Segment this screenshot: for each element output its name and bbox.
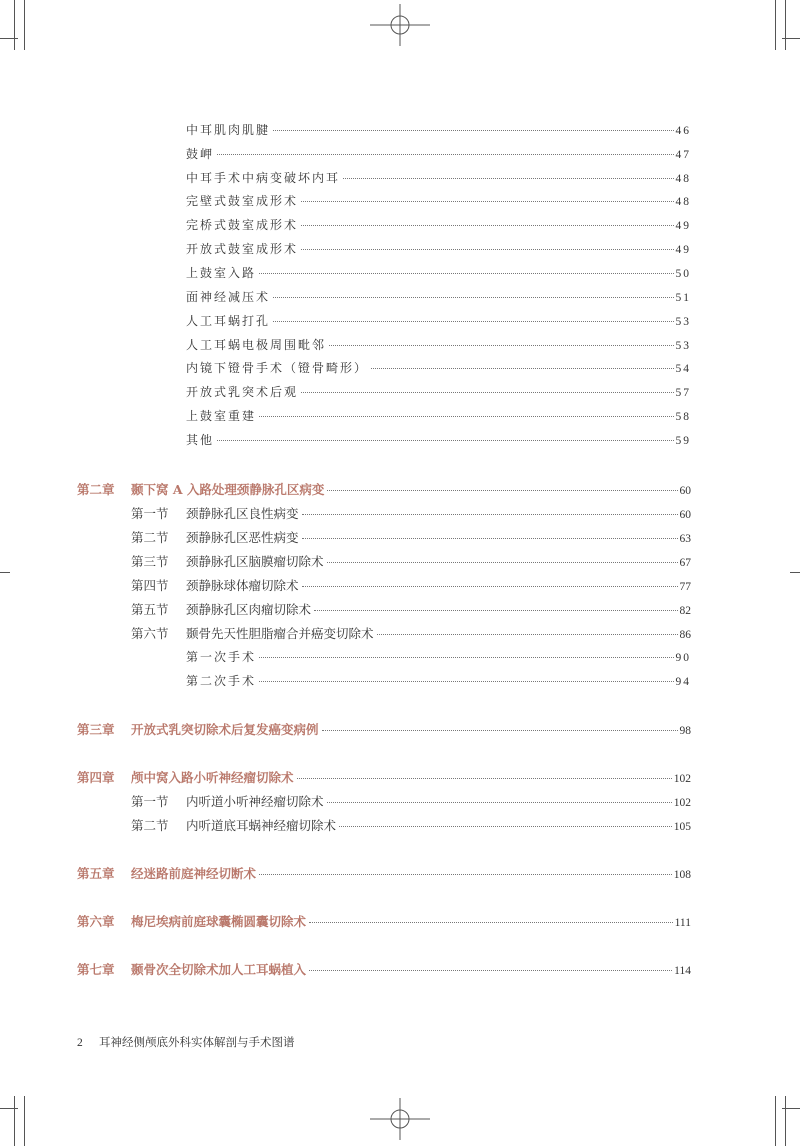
entry-title: 上鼓室入路 — [186, 266, 257, 280]
entry-page: 51 — [675, 292, 691, 304]
registration-mark-bottom-icon — [370, 1098, 430, 1140]
toc-section[interactable] — [131, 792, 691, 810]
dot-leader — [302, 586, 678, 587]
section-title: 颈静脉孔区脑膜瘤切除术 — [186, 554, 324, 569]
toc-section[interactable] — [131, 624, 691, 642]
section-title: 颈静脉孔区良性病变 — [186, 506, 299, 521]
entry-title: 开放式乳突术后观 — [186, 385, 299, 399]
dot-leader — [301, 201, 673, 202]
section-page: 102 — [673, 797, 691, 809]
toc-section[interactable] — [131, 552, 691, 570]
toc-chapter-2[interactable] — [77, 480, 691, 498]
section-page: 60 — [679, 509, 691, 521]
entry-title: 中耳手术中病变破坏内耳 — [186, 171, 341, 185]
dot-leader — [301, 249, 673, 250]
dot-leader — [339, 826, 672, 827]
dot-leader — [329, 345, 673, 346]
chapter-number: 第六章 — [77, 914, 115, 929]
chapter-title: 颞骨次全切除术加人工耳蜗植入 — [131, 962, 307, 977]
dot-leader — [327, 802, 672, 803]
section-title: 颈静脉孔区恶性病变 — [186, 530, 299, 545]
dot-leader — [273, 297, 673, 298]
page-footer — [77, 1034, 295, 1050]
section-number: 第四节 — [131, 578, 169, 593]
entry-page: 54 — [675, 363, 691, 375]
dot-leader — [217, 154, 673, 155]
toc-entry[interactable] — [186, 431, 691, 448]
toc-entry[interactable] — [186, 312, 691, 329]
dot-leader — [314, 610, 677, 611]
chapter-title: 开放式乳突切除术后复发癌变病例 — [131, 722, 319, 737]
toc-entry[interactable] — [186, 359, 691, 376]
toc-entry[interactable] — [186, 216, 691, 233]
entry-page: 58 — [675, 411, 691, 423]
dot-leader — [302, 538, 678, 539]
section-title: 颈静脉球体瘤切除术 — [186, 578, 299, 593]
toc-entry[interactable] — [186, 145, 691, 162]
chapter-number: 第三章 — [77, 722, 115, 737]
chapter-page: 60 — [679, 485, 691, 497]
entry-title: 上鼓室重建 — [186, 409, 257, 423]
toc-entry[interactable] — [186, 407, 691, 424]
entry-page: 90 — [675, 652, 691, 664]
toc-chapter-7[interactable] — [77, 960, 691, 978]
dot-leader — [297, 778, 672, 779]
dot-leader — [309, 922, 673, 923]
entry-page: 57 — [675, 387, 691, 399]
section-page: 67 — [679, 557, 691, 569]
entry-title: 人工耳蜗打孔 — [186, 314, 271, 328]
chapter-number: 第二章 — [77, 482, 115, 497]
entry-title: 内镜下镫骨手术（镫骨畸形） — [186, 361, 369, 375]
footer-page-number: 2 — [77, 1037, 83, 1049]
toc-chapter-5[interactable] — [77, 864, 691, 882]
entry-page: 48 — [675, 196, 691, 208]
chapter-title: 经迷路前庭神经切断术 — [131, 866, 257, 881]
chapter-number: 第四章 — [77, 770, 115, 785]
dot-leader — [301, 392, 673, 393]
entry-page: 53 — [675, 340, 691, 352]
toc-entry[interactable] — [186, 121, 691, 138]
chapter-page: 102 — [673, 773, 691, 785]
dot-leader — [259, 273, 673, 274]
section-page: 82 — [679, 605, 691, 617]
toc-chapter-4[interactable] — [77, 768, 691, 786]
section-page: 77 — [679, 581, 691, 593]
toc-section[interactable] — [131, 528, 691, 546]
chapter-title: 梅尼埃病前庭球囊椭圆囊切除术 — [131, 914, 307, 929]
toc-entry[interactable] — [186, 240, 691, 257]
chapter-page: 98 — [679, 725, 691, 737]
dot-leader — [343, 178, 673, 179]
dot-leader — [273, 321, 673, 322]
entry-title: 第一次手术 — [186, 650, 257, 664]
dot-leader — [259, 874, 672, 875]
dot-leader — [377, 634, 678, 635]
chapter-title: 颞下窝 A 入路处理颈静脉孔区病变 — [131, 482, 325, 497]
entry-page: 59 — [675, 435, 691, 447]
section-number: 第六节 — [131, 626, 169, 641]
entry-title: 完壁式鼓室成形术 — [186, 194, 299, 208]
toc-chapter-3[interactable] — [77, 720, 691, 738]
dot-leader — [259, 416, 673, 417]
entry-title: 人工耳蜗电极周围毗邻 — [186, 338, 327, 352]
dot-leader — [327, 562, 678, 563]
entry-page: 94 — [675, 676, 691, 688]
toc-entry[interactable] — [186, 648, 691, 665]
toc-entry[interactable] — [186, 383, 691, 400]
chapter-page: 108 — [673, 869, 691, 881]
entry-title: 开放式鼓室成形术 — [186, 242, 299, 256]
chapter-page: 114 — [674, 965, 691, 977]
entry-title: 完桥式鼓室成形术 — [186, 218, 299, 232]
section-number: 第二节 — [131, 818, 169, 833]
toc-section[interactable] — [131, 504, 691, 522]
toc-entry[interactable] — [186, 264, 691, 281]
toc-entry[interactable] — [186, 169, 691, 186]
toc-entry[interactable] — [186, 192, 691, 209]
dot-leader — [371, 368, 673, 369]
entry-title: 中耳肌肉肌腱 — [186, 123, 271, 137]
footer-book-title: 耳神经侧颅底外科实体解剖与手术图谱 — [99, 1035, 295, 1049]
dot-leader — [259, 681, 673, 682]
dot-leader — [217, 440, 673, 441]
toc-chapter-6[interactable] — [77, 912, 691, 930]
section-number: 第二节 — [131, 530, 169, 545]
section-number: 第三节 — [131, 554, 169, 569]
entry-title: 鼓岬 — [186, 147, 215, 161]
entry-page: 48 — [675, 173, 691, 185]
dot-leader — [322, 730, 678, 731]
entry-page: 46 — [675, 125, 691, 137]
chapter-number: 第五章 — [77, 866, 115, 881]
section-number: 第五节 — [131, 602, 169, 617]
dot-leader — [273, 130, 673, 131]
section-title: 内听道底耳蜗神经瘤切除术 — [186, 818, 337, 833]
dot-leader — [301, 225, 673, 226]
section-page: 86 — [679, 629, 691, 641]
toc-entry[interactable] — [186, 288, 691, 305]
dot-leader — [327, 490, 677, 491]
section-title: 颈静脉孔区肉瘤切除术 — [186, 602, 312, 617]
registration-mark-top-icon — [370, 4, 430, 46]
toc-entry[interactable] — [186, 672, 691, 689]
section-page: 105 — [673, 821, 691, 833]
entry-page: 53 — [675, 316, 691, 328]
entry-page: 47 — [675, 149, 691, 161]
section-number: 第一节 — [131, 506, 169, 521]
entry-page: 50 — [675, 268, 691, 280]
section-title: 内听道小听神经瘤切除术 — [186, 794, 324, 809]
entry-title: 第二次手术 — [186, 674, 257, 688]
chapter-title: 颅中窝入路小听神经瘤切除术 — [131, 770, 294, 785]
toc-entry[interactable] — [186, 336, 691, 353]
toc-section[interactable] — [131, 600, 691, 618]
entry-page: 49 — [675, 244, 691, 256]
dot-leader — [302, 514, 678, 515]
section-page: 63 — [679, 533, 691, 545]
entry-title: 面神经减压术 — [186, 290, 271, 304]
chapter-number: 第七章 — [77, 962, 115, 977]
section-title: 颞骨先天性胆脂瘤合并癌变切除术 — [186, 626, 374, 641]
entry-title: 其他 — [186, 433, 215, 447]
dot-leader — [309, 970, 672, 971]
entry-page: 49 — [675, 220, 691, 232]
chapter-page: 111 — [674, 917, 691, 929]
toc-section[interactable] — [131, 816, 691, 834]
dot-leader — [259, 657, 673, 658]
toc-section[interactable] — [131, 576, 691, 594]
section-number: 第一节 — [131, 794, 169, 809]
